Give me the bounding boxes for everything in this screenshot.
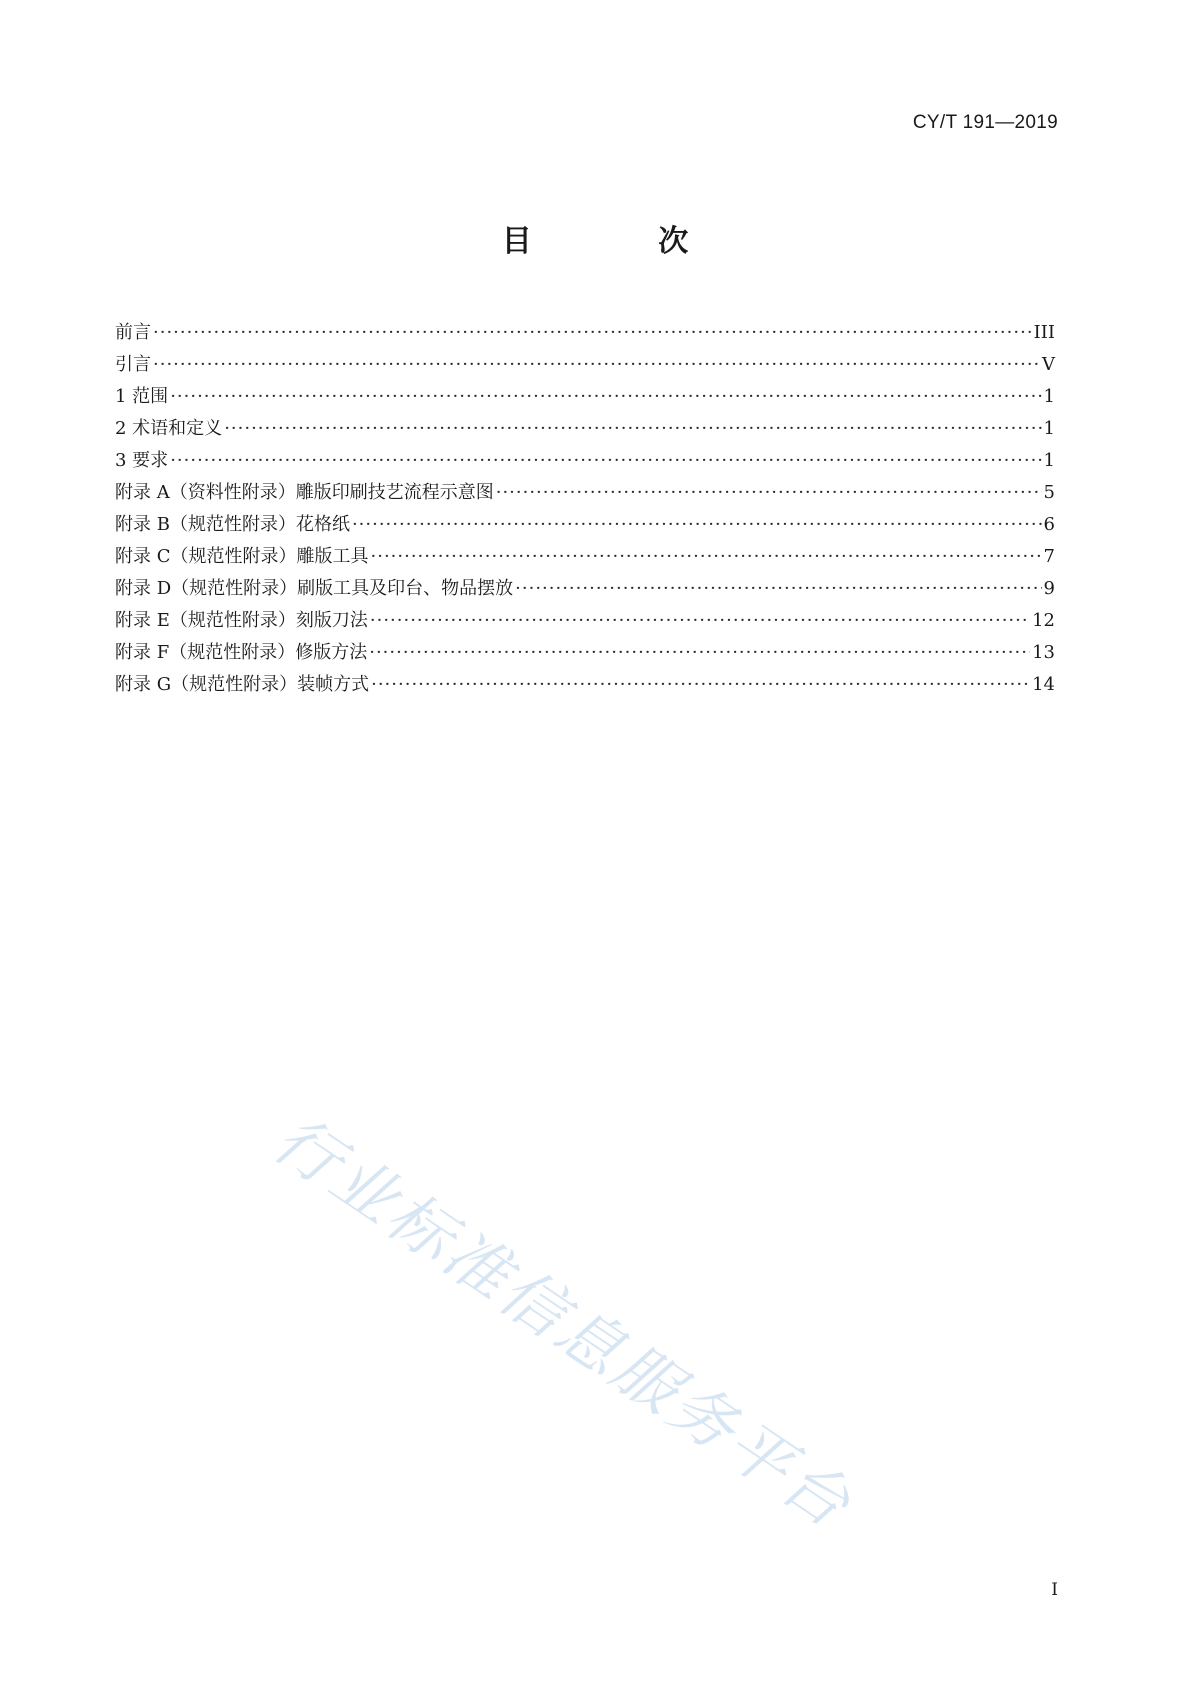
dot-leader xyxy=(170,450,1041,471)
dot-leader xyxy=(170,386,1041,407)
toc-entry-appendix-e[interactable] xyxy=(115,606,1055,638)
dot-leader xyxy=(369,642,1030,663)
toc-page-number: 14 xyxy=(1032,674,1055,695)
toc-entry-appendix-g[interactable] xyxy=(115,670,1055,702)
toc-page-number: III xyxy=(1033,322,1055,343)
page-title: 目 次 xyxy=(501,224,747,259)
dot-leader xyxy=(352,514,1042,535)
toc-entry-appendix-b[interactable] xyxy=(115,510,1055,542)
toc-label: 附录 G（规范性附录）装帧方式 xyxy=(115,674,370,695)
toc-label: 附录 D（规范性附录）刷版工具及印台、物品摆放 xyxy=(115,578,514,599)
toc-label: 前言 xyxy=(115,322,151,343)
toc-page-number: 6 xyxy=(1043,514,1055,535)
toc-entry-appendix-a[interactable] xyxy=(115,478,1055,510)
dot-leader xyxy=(224,418,1041,439)
toc-page-number: 1 xyxy=(1043,418,1055,439)
toc-label: 附录 F（规范性附录）修版方法 xyxy=(115,642,368,663)
standard-code: CY/T 191—2019 xyxy=(912,112,1058,133)
toc-label: 附录 E（规范性附录）刻版刀法 xyxy=(115,610,368,631)
toc-page-number: 9 xyxy=(1043,578,1055,599)
toc-label: 1 范围 xyxy=(115,386,169,407)
toc-label: 2 术语和定义 xyxy=(115,418,223,439)
toc-page-number: 7 xyxy=(1043,546,1055,567)
toc-page-number: V xyxy=(1042,354,1055,375)
dot-leader xyxy=(153,354,1040,375)
watermark: 行业标准信息服务平台 xyxy=(260,1102,866,1545)
toc-entry-foreword[interactable] xyxy=(115,318,1055,350)
dot-leader xyxy=(371,674,1030,695)
dot-leader xyxy=(496,482,1042,503)
toc-label: 附录 A（资料性附录）雕版印刷技艺流程示意图 xyxy=(115,482,494,503)
toc-page-number: 13 xyxy=(1032,642,1055,663)
table-of-contents xyxy=(115,318,1055,702)
toc-page-number: 12 xyxy=(1032,610,1055,631)
toc-label: 附录 C（规范性附录）雕版工具 xyxy=(115,546,369,567)
toc-entry-terms[interactable] xyxy=(115,414,1055,446)
toc-entry-appendix-c[interactable] xyxy=(115,542,1055,574)
page-number: I xyxy=(1051,1580,1058,1600)
toc-page-number: 5 xyxy=(1043,482,1055,503)
toc-entry-requirements[interactable] xyxy=(115,446,1055,478)
toc-label: 引言 xyxy=(115,354,151,375)
toc-entry-introduction[interactable] xyxy=(115,350,1055,382)
toc-page-number: 1 xyxy=(1043,386,1055,407)
toc-entry-scope[interactable] xyxy=(115,382,1055,414)
toc-page-number: 1 xyxy=(1043,450,1055,471)
dot-leader xyxy=(371,546,1042,567)
toc-entry-appendix-d[interactable] xyxy=(115,574,1055,606)
dot-leader xyxy=(515,578,1041,599)
toc-label: 附录 B（规范性附录）花格纸 xyxy=(115,514,350,535)
toc-entry-appendix-f[interactable] xyxy=(115,638,1055,670)
dot-leader xyxy=(153,322,1032,343)
toc-label: 3 要求 xyxy=(115,450,169,471)
dot-leader xyxy=(370,610,1030,631)
